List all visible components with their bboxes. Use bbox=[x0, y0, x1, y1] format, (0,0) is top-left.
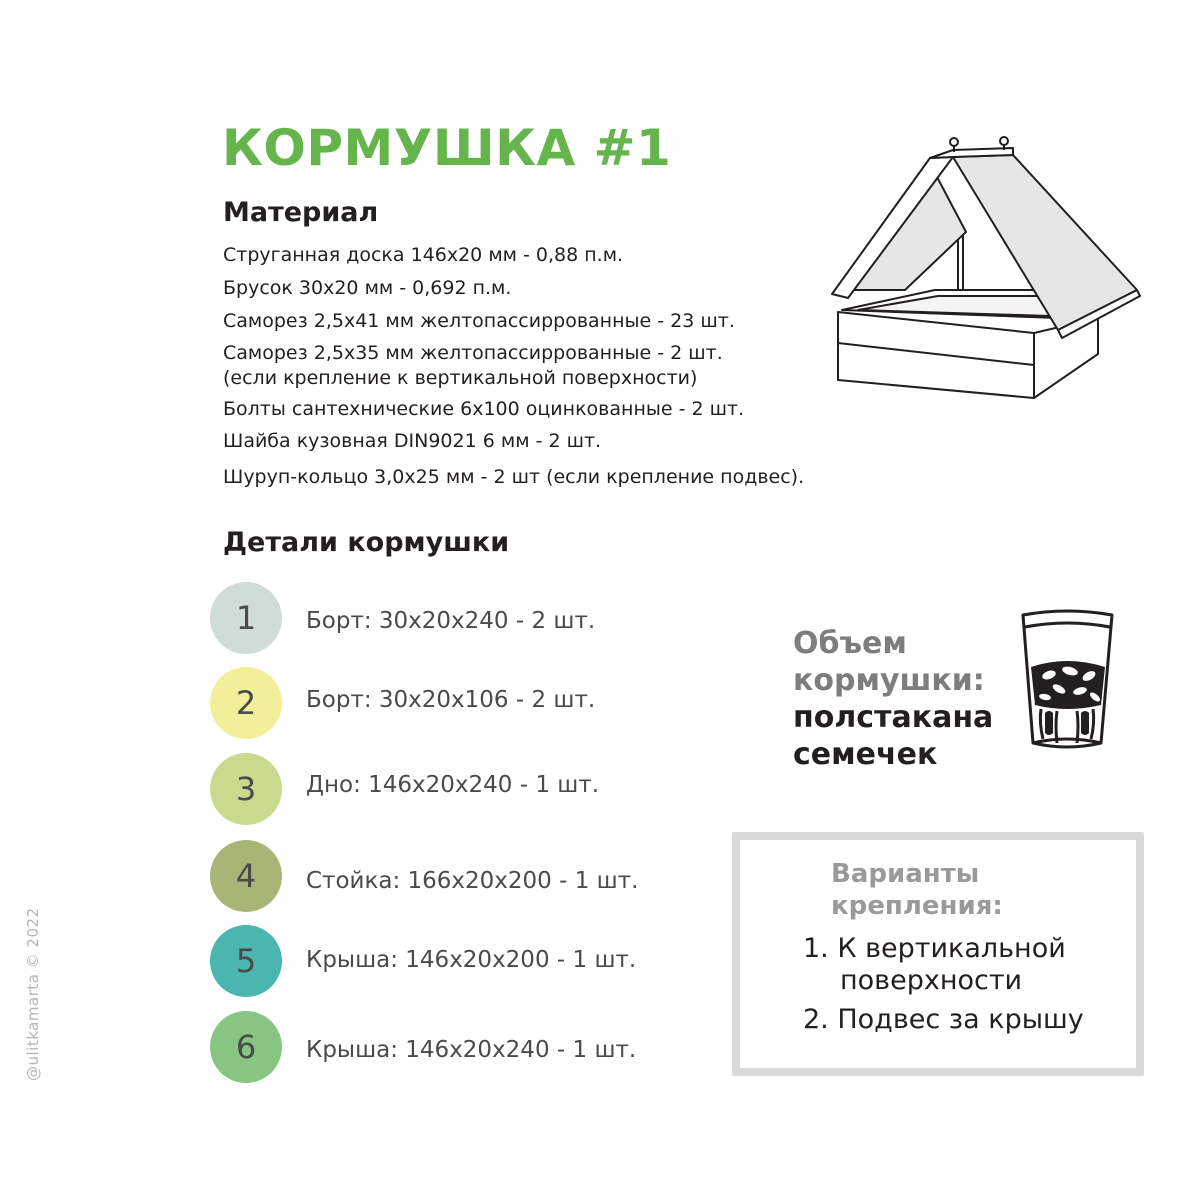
material-item: Шайба кузовная DIN9021 6 мм - 2 шт. bbox=[223, 430, 602, 452]
part-number-badge: 3 bbox=[210, 753, 282, 825]
page-title: КОРМУШКА #1 bbox=[222, 119, 672, 177]
volume-line: семечек bbox=[793, 737, 938, 772]
part-label: Борт: 30x20x240 - 2 шт. bbox=[306, 608, 596, 634]
volume-line: кормушки: bbox=[793, 663, 985, 698]
volume-line: полстакана bbox=[793, 700, 994, 735]
mounting-option-continued: поверхности bbox=[840, 965, 1023, 996]
mounting-options-title bbox=[831, 858, 1003, 922]
part-label: Дно: 146x20x240 - 1 шт. bbox=[306, 772, 600, 798]
part-number-badge: 1 bbox=[210, 582, 282, 654]
part-label: Крыша: 146x20x240 - 1 шт. bbox=[306, 1037, 637, 1063]
mounting-title-line: крепления: bbox=[831, 891, 1003, 921]
copyright-watermark: @ulitkamarta © 2022 bbox=[24, 907, 42, 1081]
part-number-badge: 2 bbox=[210, 667, 282, 739]
material-item: Шуруп-кольцо 3,0x25 мм - 2 шт (если крепление подвес). bbox=[223, 466, 805, 488]
mounting-option: 2. Подвес за крышу bbox=[803, 1004, 1084, 1035]
part-label: Крыша: 146x20x200 - 1 шт. bbox=[306, 947, 637, 973]
mounting-option: 1. К вертикальной bbox=[803, 933, 1066, 964]
glass-of-seeds-icon bbox=[1015, 605, 1120, 750]
volume-line: Объем bbox=[793, 626, 907, 661]
material-item: Брусок 30x20 мм - 0,692 п.м. bbox=[223, 277, 512, 299]
part-number-badge: 5 bbox=[210, 925, 282, 997]
material-item-note: (если крепление к вертикальной поверхности) bbox=[223, 367, 698, 389]
material-item: Болты сантехнические 6x100 оцинкованные - 2 шт. bbox=[223, 398, 745, 420]
part-number-badge: 6 bbox=[210, 1011, 282, 1083]
feeder-volume-text bbox=[793, 625, 993, 773]
part-label: Стойка: 166x20x200 - 1 шт. bbox=[306, 868, 639, 894]
birdhouse-feeder-illustration bbox=[820, 130, 1150, 400]
material-item: Струганная доска 146x20 мм - 0,88 п.м. bbox=[223, 244, 624, 266]
part-number-badge: 4 bbox=[210, 840, 282, 912]
materials-heading: Материал bbox=[223, 197, 379, 228]
part-label: Борт: 30x20x106 - 2 шт. bbox=[306, 687, 596, 713]
material-item: Саморез 2,5x41 мм желтопассиррованные - 23 шт. bbox=[223, 310, 735, 332]
parts-heading: Детали кормушки bbox=[223, 527, 510, 558]
mounting-title-line: Варианты bbox=[831, 859, 980, 889]
material-item: Саморез 2,5x35 мм желтопассиррованные - 2 шт. bbox=[223, 342, 723, 364]
